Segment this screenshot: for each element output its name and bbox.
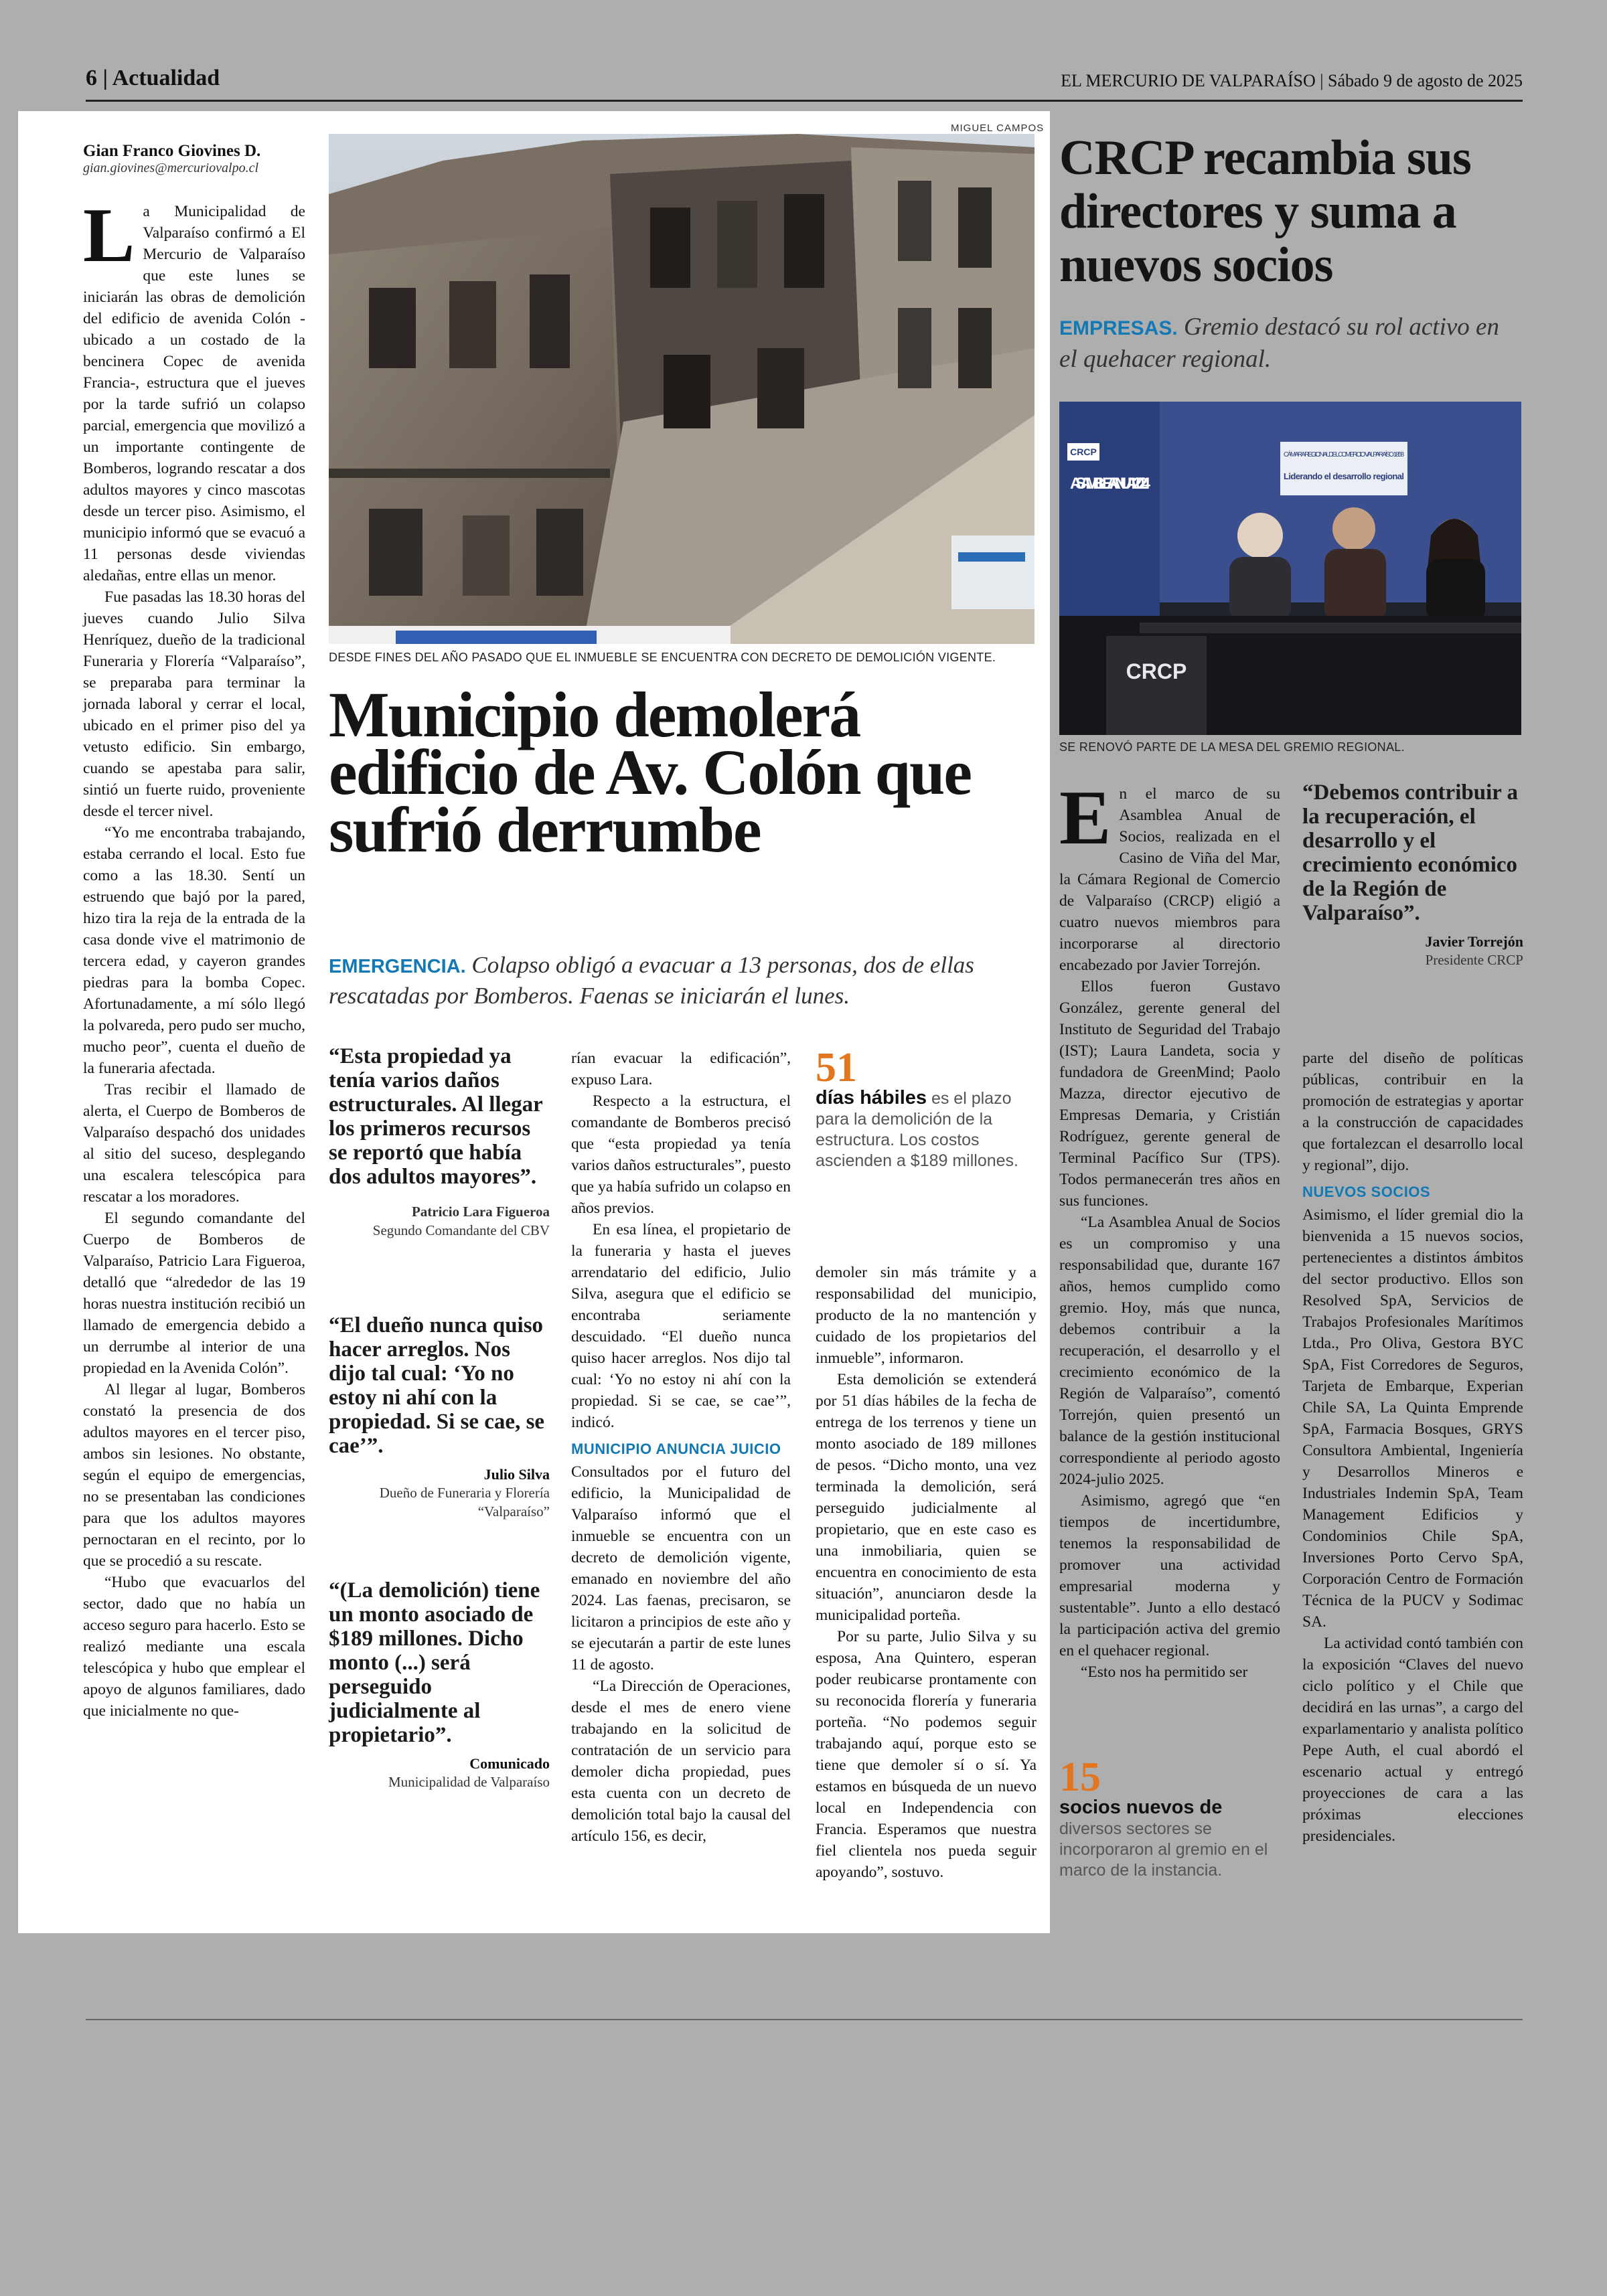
screen-title: ASAMBLEA ANUAL 2024 [1070,475,1150,493]
publication-date: EL MERCURIO DE VALPARAÍSO | Sábado 9 de agosto de 2025 [1061,71,1523,90]
byline [83,142,304,176]
pull-quote-1 [329,1044,550,1240]
quote-text: “(La demolición) tiene un monto asociado de $189 millones. Dicho monto (...) será perseguido judicialmente al propietario”. [329,1578,540,1747]
drop-cap: E [1059,775,1112,861]
fact-bold: socios nuevos de [1059,1797,1223,1818]
subhead-socios: NUEVOS SOCIOS [1302,1183,1431,1200]
article2-column-1: En el marco de su Asamblea Anual de Socios, realizada en el Casino de Viña del Mar, la Cámara Regional de Comercio de Valparaíso (CRCP) eligió a cuatro nuevos miembros para incorporarse al directorio encabezado por Javier Torrejón. Ellos fueron Gustavo González, gerente general del Instituto de Seguridad del Trabajo (IST); Laura Landeta, socia y fundadora de GreenMind; Paolo Mazza, director ejecutivo de Empresas Demaria, y Cristián Rodríguez, gerente general de Terminal Pacífico Sur (TPS). Todos permanecerán tres años en sus funciones. “La Asamblea Anual de Socios es un compromiso y una responsabilidad que, durante 167 años, hemos cumplido como gremio. Hoy, más que nunca, debemos contribuir a la recuperación, el desarrollo y el crecimiento económico de la Región de Valparaíso”, comentó Torrejón, quien presentó un balance de la gestión institucional correspondiente al periodo agosto 2024-julio 2025. Asimismo, agregó que “en tiempos de incertidumbre, tenemos la responsabilidad de promover una actividad empresarial moderna y sustentable”. Junto a ello destacó la participación activa del gremio en el quehacer regional. “Esto nos ha permitido ser [1059,775,1280,1681]
quote-author: Patricio Lara Figueroa [411,1204,550,1220]
building-illustration [329,134,1035,644]
article2-headline: CRCP recambia sus directores y suma a nuevos socios [1059,131,1471,293]
deck-text: Gremio destacó su rol activo en el quehacer regional. [1059,313,1499,373]
author-email[interactable]: gian.giovines@mercuriovalpo.cl [83,161,259,175]
article2-column-2: parte del diseño de políticas públicas, contribuir en la promoción de estrategias y aportar a la construcción de capacidades que fortalezcan el desarrollo local y regional”, dijo. NUEVOS SOCIOS Asimismo, el líder gremial dio la bienvenida a 15 nuevos socios, pertenecientes a distintos ámbitos del sector productivo. Ellos son Resolved SpA, Servicios de Trabajos Profesionales Marítimos Ltda., Pro Oliva, Gestora BYC SpA, Fist Corredores de Seguros, Tarjeta de Embarque, Experian Chile SA, La Quinta Emprende SpA, Farmacia Bosques, GRYS Consultora Ambiental, Ingeniería y Desarrollos Mineros e Industriales Indemin SpA, Team Management Edificios y Condominios Chile SpA, Inversiones Porto Cervo SpA, Corporación Centro de Formación Técnica de la PUCV y Sodimac SA. La actividad contó también con la exposición “Claves del nuevo ciclo político y el Chile que decidirá en las urnas”, a cargo del exparlamentario y analista político Pepe Auth, el cual abordó el escenario actual y entregó proyecciones de cara a las próximas elecciones presidenciales. [1302,1050,1523,1845]
assembly-illustration [1059,402,1521,735]
deck-tag: EMERGENCIA. [329,956,466,977]
quote-role: Dueño de Funeraria y Florería “Valparaíso” [379,1485,550,1520]
screen-badge: CRCP [1070,446,1097,457]
podium-logo: CRCP [1126,659,1187,683]
author-name: Gian Franco Giovines D. [83,142,261,160]
article1-column-1: La Municipalidad de Valparaíso confirmó a El Mercurio de Valparaíso que este lunes se iniciarán las obras de demolición del edificio de avenida Colón -ubicado a un costado de la bencinera Copec de avenida Francia-, estructura que el jueves por la tarde sufrió un colapso parcial, emergencia que movilizó a un importante contingente de Bomberos, logrando rescatar a dos adultos mayores y cinco mascotas desde un tercer piso. Asimismo, el municipio informó que se evacuó a 11 personas desde viviendas aledañas, entre ellas un menor. Fue pasadas las 18.30 horas del jueves cuando Julio Silva Henríquez, dueño de la tradicional Funeraria y Florería “Valparaíso”, se preparaba para terminar la jornada laboral y cerrar el local, ubicado en el primer piso del ya vetusto edificio. Sin embargo, cuando se apestaba para salir, sintió un fuerte ruido, proveniente desde el tercer nivel. “Yo me encontraba trabajando, estaba cerrando el local. Esto fue como a las 18.30. Sentí un estruendo que bajó por la pared, hizo tira la reja de la entrada de la casa donde vive el matrimonio de tercera edad, y cayeron grandes piedras para la bomba Copec. Afortunadamente, a mí sólo llegó la polvareda, pero pudo ser mucho, mucho peor”, cuenta el dueño de la funeraria afectada. Tras recibir el llamado de alerta, el Cuerpo de Bomberos de Valparaíso despachó dos unidades al sitio del suceso, desplegando una escalera telescópica para rescatar a los moradores. El segundo comandante del Cuerpo de Bomberos de Valparaíso, Patricio Lara Figueroa, detalló que “alrededor de las 19 horas nuestra institución recibió un llamado de emergencia debido a un derrumbe al interior de una propiedad en la Avenida Colón”. Al llegar al lugar, Bomberos constató la presencia de dos adultos mayores en el tercer piso, ambos sin lesiones. No obstante, según el equipo de emergencias, no se presentaban las condiciones para que los adultos mayores pernoctaran en el recinto, por lo que se procedió a su rescate. “Hubo que evacuarlos del sector, dado que no había un acceso seguro para hacerlo. Esto se realizó mediante una escala telescópica y hubo que emplear el apoyo de algunos familiares, dado que inicialmente no que- [83,193,305,1720]
fact-text: es el plazo para la demolición de la estructura. Los costos ascienden a $189 millones. [816,1089,1018,1170]
quote-text: “El dueño nunca quiso hacer arreglos. Nos dijo tal cual: ‘Yo no estoy ni ahí con la propiedad. Si se cae, se cae’”. [329,1313,545,1458]
assembly-photo [1059,402,1521,735]
fact-number: 51 [816,1045,857,1090]
pull-quote-3 [329,1578,550,1791]
article1-column-3: rían evacuar la edificación”, expuso Lara. Respecto a la estructura, el comandante de Bomberos precisó que “esta propiedad ya tenía varios daños estructurales”, puesto que ya había sufrido un colapso en años previos. En esa línea, el propietario de la funeraria y hasta el jueves arrendatario del edificio, Julio Silva, asegura que el edificio se encontraba seriamente descuidado. “El dueño nunca quiso hacer arreglos. Nos dijo tal cual: ‘Yo no estoy ni ahí con la propiedad. Si se cae, se cae’”, indicó. MUNICIPIO ANUNCIA JUICIO Consultados por el futuro del edificio, la Municipalidad de Valparaíso informó que el inmueble se encuentra con un decreto de demolición vigente, emanado en noviembre del año 2024. Las faenas, precisaron, se licitaron a principios de este año y se ejecutarán a partir de este lunes 11 de agosto. “La Dirección de Operaciones, desde el mes de enero viene trabajando en la solicitud de contratación de un servicio para demoler dicha propiedad, pues esta cuenta con un decreto de demolición total bajo la causal del artículo 156, es decir, [571,1050,791,1845]
article1-headline: Municipio demolerá edificio de Av. Colón que sufrió derrumbe [329,679,971,866]
bottom-rule [86,2019,1523,2020]
article2-deck [1059,312,1521,375]
section-label: 6 | Actualidad [86,66,220,90]
fact-number: 15 [1059,1754,1101,1800]
quote-role: Segundo Comandante del CBV [372,1222,550,1238]
photo-caption-2: SE RENOVÓ PARTE DE LA MESA DEL GREMIO REGIONAL. [1059,740,1405,754]
deck-text: Colapso obligó a evacuar a 13 personas, dos de ellas rescatadas por Bomberos. Faenas se iniciarán el lunes. [329,952,974,1009]
masthead [86,62,1523,102]
fact-box-51 [816,1045,1037,1171]
quote-author: Comunicado [469,1755,550,1772]
deck-tag: EMPRESAS. [1059,317,1178,339]
quote-text: “Debemos contribuir a la recuperación, el desarrollo y el crecimiento económico de la Región de Valparaíso”. [1302,781,1519,925]
quote-author: Javier Torrejón [1425,933,1523,950]
quote-author: Julio Silva [483,1466,550,1483]
pull-quote-2 [329,1313,550,1521]
article1-deck [329,951,1039,1011]
article1-column-4: demoler sin más trámite y a responsabilidad del municipio, producto de la no mantención y cuidado de los propietarios del inmueble”, informaron. Esta demolición se extenderá por 51 días hábiles de la fecha de entrega de los terrenos y tiene un monto asociado de 189 millones de pesos. “Dicho monto, una vez terminada la demolición, será perseguido judicialmente al propietario, que en este caso es una inmobiliaria, quien se encuentra en conocimiento de esta situación”, anunciaron desde la municipalidad porteña. Por su parte, Julio Silva y su esposa, Ana Quintero, esperan poder reubicarse prontamente con su reconocida florería y funeraria porteña. “No podemos seguir trabajando aquí, porque esto se tiene que demoler sí o sí. Ya estamos en búsqueda de un nuevo local en Independencia con Francia. Esperamos que nuestra fiel clientela nos pueda seguir apoyando”, sostuvo. [816,1264,1037,1881]
quote-text: “Esta propiedad ya tenía varios daños estructurales. Al llegar los primeros recursos se reportó que había dos adultos mayores”. [329,1044,543,1189]
quote-role: Presidente CRCP [1425,952,1523,968]
quote-role: Municipalidad de Valparaíso [388,1774,550,1790]
screen-org: CÁMARA REGIONAL DEL COMERCIO VALPARAÍSO 1858 [1284,451,1404,459]
screen-slogan: Liderando el desarrollo regional [1284,471,1404,481]
pull-quote-4 [1302,781,1523,969]
fact-text: diversos sectores se incorporaron al gremio en el marco de la instancia. [1059,1819,1268,1880]
fact-box-15 [1059,1754,1280,1881]
photo-caption: DESDE FINES DEL AÑO PASADO QUE EL INMUEBLE SE ENCUENTRA CON DECRETO DE DEMOLICIÓN VIGENTE. [329,651,996,664]
subhead-juicio: MUNICIPIO ANUNCIA JUICIO [571,1441,781,1457]
drop-cap: L [83,193,135,278]
photo-credit: MIGUEL CAMPOS [951,122,1045,134]
fact-bold: días hábiles [816,1087,927,1109]
building-photo [329,134,1035,644]
